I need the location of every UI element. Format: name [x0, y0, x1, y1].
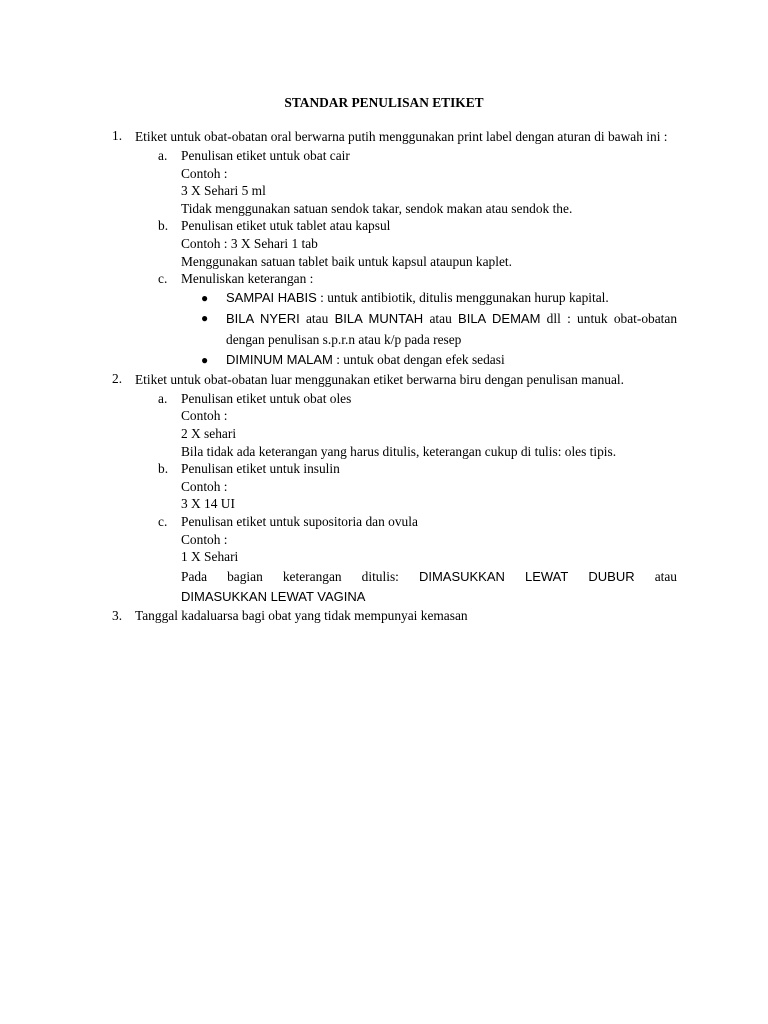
- sub-heading: Menuliskan keterangan :: [181, 271, 314, 287]
- bullet-text: : untuk antibiotik, ditulis menggunakan hurup kapital.: [316, 289, 609, 305]
- sub-item-2c: [0, 513, 768, 607]
- bullet-icon: ●: [201, 290, 209, 305]
- example-value: 3 X 14 UI: [181, 496, 235, 512]
- bullet-item: [201, 350, 677, 370]
- list-item-text: Etiket untuk obat-obatan luar menggunakan etiket berwarna biru dengan penulisan manual.: [135, 371, 624, 387]
- sub-letter: c.: [158, 513, 168, 529]
- bullet-item: [201, 288, 677, 308]
- bullet-item: ● BILA NYERI atau BILA MUNTAH atau BILA DEMAM dll : untuk obat-obatan dengan penulisan s.p.r.n atau k/p pada resep: [201, 308, 677, 350]
- bullet-text: : untuk obat dengan efek sedasi: [332, 351, 505, 367]
- sub-heading: Penulisan etiket untuk supositoria dan ovula: [181, 513, 418, 529]
- sub-letter: a.: [158, 148, 168, 163]
- example-value: 3 X Sehari 5 ml: [181, 183, 266, 199]
- sub-heading: Penulisan etiket utuk tablet atau kapsul: [181, 218, 391, 234]
- sub-letter: a.: [158, 390, 168, 406]
- list-number: 2.: [112, 370, 123, 386]
- list-item-2: [0, 370, 768, 607]
- example-label: Contoh : 3 X Sehari 1 tab: [181, 235, 318, 251]
- bullet-list: [201, 288, 677, 370]
- bullet-icon: ●: [201, 352, 209, 367]
- list-item-text: Tanggal kadaluarsa bagi obat yang tidak mempunyai kemasan: [135, 607, 468, 623]
- list-number: 3.: [112, 607, 123, 623]
- list-item-3: [0, 607, 768, 625]
- note-text: Tidak menggunakan satuan sendok takar, sendok makan atau sendok the.: [181, 200, 573, 216]
- sub-item-2a: [0, 390, 768, 460]
- sub-letter: b.: [158, 461, 169, 477]
- sub-item-2b: [0, 460, 768, 513]
- sub-item-1a: [0, 147, 768, 217]
- bullet-icon: ●: [201, 310, 209, 325]
- example-label: Contoh :: [181, 478, 228, 494]
- sub-item-1b: [0, 217, 768, 270]
- sub-item-1c: [0, 270, 768, 370]
- list-item-1: [0, 127, 768, 370]
- caps-text: DIMINUM MALAM: [226, 351, 333, 367]
- sub-heading: Penulisan etiket untuk obat oles: [181, 390, 352, 406]
- sub-letter: b.: [158, 218, 169, 234]
- caps-text: BILA NYERI: [226, 310, 300, 326]
- bullet-text: dll : untuk obat-obatan dengan penulisan s.p.r.n atau k/p pada resep: [226, 310, 678, 347]
- caps-text: BILA MUNTAH: [334, 310, 424, 326]
- sub-heading: Penulisan etiket untuk insulin: [181, 461, 340, 477]
- sub-heading: Penulisan etiket untuk obat cair: [181, 148, 350, 163]
- example-value: 1 X Sehari: [181, 549, 239, 565]
- example-label: Contoh :: [181, 165, 228, 181]
- example-label: Contoh :: [181, 531, 228, 547]
- sub-letter: c.: [158, 271, 168, 287]
- caps-text: BILA DEMAM: [458, 310, 541, 326]
- note-text-continued: DIMASUKKAN LEWAT VAGINA: [181, 588, 366, 604]
- note-text: Pada bagian keterangan ditulis: DIMASUKKAN LEWAT DUBUR atau: [181, 568, 677, 584]
- list-item-text: Etiket untuk obat-obatan oral berwarna putih menggunakan print label dengan aturan di bawah ini :: [135, 129, 668, 144]
- document-body: [0, 127, 768, 624]
- example-value: 2 X sehari: [181, 425, 237, 441]
- document-title: STANDAR PENULISAN ETIKET: [284, 95, 484, 110]
- list-number: 1.: [112, 128, 123, 143]
- example-label: Contoh :: [181, 408, 228, 424]
- caps-text: SAMPAI HABIS: [226, 289, 317, 305]
- note-text: Bila tidak ada keterangan yang harus ditulis, keterangan cukup di tulis: oles tipis.: [181, 443, 617, 459]
- note-text: Menggunakan satuan tablet baik untuk kapsul ataupun kaplet.: [181, 253, 512, 269]
